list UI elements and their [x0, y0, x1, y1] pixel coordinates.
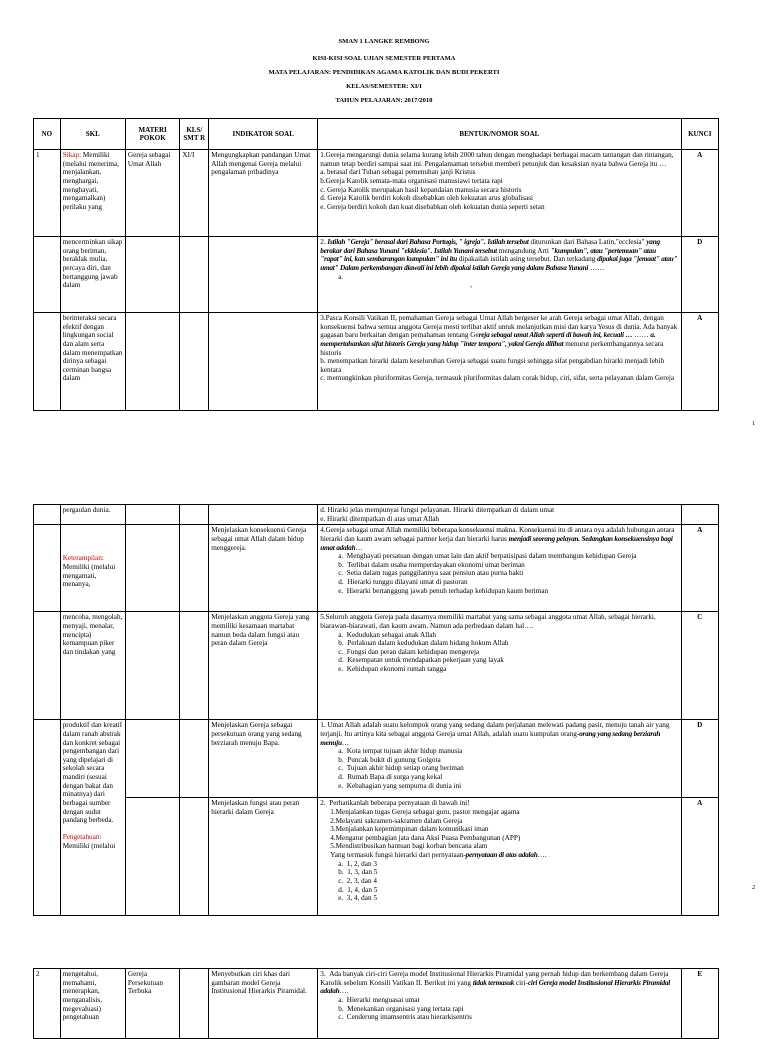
question-cell: 2. Perhatikanlah beberapa pernyataan di bawah ini! 1.Menjalankan tugas Gereja sebagai guru, pastor mengajar agama 2.Melayani sakramen-sakramen dalam Gereja 3.Menjalankan kepemimpinan dalam komunikasi iman 4.Mengatur pembagian jata dana Aksi Puasa Pembangunan (APP) 5.Mendistribusikan bantuan bagi korban bencana alam Yang termasuk fungsi hierarki dari pernyataan-pernyataan di atas adalah…. a. 1, 2, dan 3 b. 1, 3, dan 5 c. 2, 3, dan 4 d. 1, 4, dan 5 e. 3, 4, dan 5	[318, 798, 681, 916]
col-header-no: NO	[34, 119, 61, 150]
row-number: 1	[34, 150, 61, 237]
question-cell: 4.Gereja sebagai umat Allah memiliki beberapa konsekuensi makna. Konsekuensi itu di antara nya adalah hubungan antara hierarki dan kaum awam sebagai partner kerja dan hierarki harus menjadi seorang pelayan. Sedangkan konsekuensinya bagi umat adalah… a. Menghayati persatuan dengan umat lain dan aktif berpatisipasi dalam membangun kehidupan Gereja b. Terlibat dalam usaha memperdayakan ekonomi umat beriman c. Setia dalam tugas panggilannya saat pensiun atau purna bakti d. Hierarki tunggu dilayani umat di pastoran e. Hierarki bertanggung jawab penuh terhadap kehidupan kaum beriman	[318, 525, 681, 612]
table-row	[34, 150, 719, 237]
question-cell	[318, 150, 681, 237]
question-cell: 3.Pasca Konsili Vatikan II, pemahaman Gereja sebagai Umat Allah bergeser ke arah Gereja sebagai umat Allah, dengan konsekuensi bahwa semua anggota Gereja mesti terlibat aktif untuk melanjutkan misi dan karya Yesus di dunia. Ada banyak gagasan baru berkaitan dengan pemahaman tentang Gereja sebagai umat Allah seperti di bawah ini, kecuali … …… a. mempertahankan sifat historis Gereja yang hidup "inter tempora", yakni Gereja dilihat menurut perkembangannya secara historis b. menempatkan hirarki dalam keseluruhan Gereja sebagai suatu fungsi sehingga sifat pengabdian hirarki menjadi lebih kentara c. memungkinkan pluriformitas Gereja, termasuk pluriformitas dalam corak hidup, ciri, sifat, serta pelayanan dalam Gereja	[318, 313, 681, 411]
col-header-skl: SKL	[60, 119, 125, 150]
subject-line: MATA PELAJARAN: PENDIDIKAN AGAMA KATOLIK DAN BUDI PEKERTI	[268, 69, 500, 76]
answer-key: E	[681, 969, 718, 1039]
indikator-cell: Menjelaskan fungsi atau peran hierarki dalam Gereja	[209, 798, 318, 916]
question-stem: 1.Gereja mengarungi dunia selama kurang lebih 2000 tahun dengan menghadapi berbagai macam tantangan dan rintangan, namun tetap berdiri sampai saat ini. Pengalamaman tersebut memberi petunjuk dan kesaksian nyata bahwa Gereja itu …	[320, 151, 674, 168]
table-row	[34, 505, 719, 525]
col-header-bentuk: BENTUK/NOMOR SOAL	[318, 119, 681, 150]
page-number: 2	[752, 884, 756, 891]
year-line: TAHUN PELAJARAN: 2017/2018	[335, 97, 433, 104]
row-number: 2	[34, 969, 61, 1039]
indikator-cell: Menjelaskan Gereja sebagai persekutuan orang yang sedang berziarah menuju Bapa.	[209, 720, 318, 798]
school-name: SMAN 1 LANGKE REMBONG	[338, 38, 430, 45]
option: e. Gereja berdiri kokoh dan kuat disebabkan oleh kekuatan dunia seperti setan	[320, 202, 545, 211]
answer-key: D	[681, 720, 718, 798]
page-number: 1	[752, 420, 756, 427]
skl-heading: Keterampilan	[62, 554, 102, 563]
table-row	[34, 969, 719, 1039]
skl-cell: Keterampilan: Memiliki (melalui mengamati, menanya,	[60, 525, 125, 612]
answer-key: A	[681, 525, 718, 612]
answer-key: C	[681, 612, 718, 720]
option: a. berasal dari Tuhan sebagai pemenuhan janji Kristus	[320, 168, 476, 177]
col-header-kls: KLS/ SMT R	[180, 119, 209, 150]
table-row	[34, 612, 719, 720]
option: d. Gereja Katolik berdiri kokoh disebabkan oleh kekuatan arus globalisasi	[320, 194, 533, 203]
materi-cell: Gereja Persekutuan Terbuka	[125, 969, 180, 1039]
option: b.Gereja Katolik semata-mata organisasi manusiawi tertata rapi	[320, 176, 503, 185]
table-row	[34, 237, 719, 313]
option: c. Gereja Katolik merupakan hasil kepandaian manusia secara historis	[320, 185, 522, 194]
skl-text: berinteraksi secara efektif dengan lingkungan social dan alam serta dalam menempatkan dirinya sebagai cerminan bangsa dalam	[60, 313, 125, 411]
skl-text: pergaulan dunia.	[60, 505, 125, 525]
skl-heading: Pengetahuan	[62, 832, 100, 841]
answer-key: A	[681, 798, 718, 916]
table-row	[34, 798, 719, 916]
skl-text: Memiliki (melalui menerima, menjalankan, menghargai, menghayati, mengamalkan) perilaku yang	[62, 151, 119, 211]
col-header-materi: MATERI POKOK	[125, 119, 180, 150]
skl-text: mencoba, mengolah, menyaji, menalar, mencipta) kemampuan piker dan tindakan yang	[60, 612, 125, 720]
col-header-indikator: INDIKATOR SOAL	[209, 119, 318, 150]
answer-key: A	[681, 313, 718, 411]
indikator-cell: Menjelaskan konsekuensi Gereja sebagai umat Allah dalam hidup menggereja.	[209, 525, 318, 612]
table-row	[34, 525, 719, 612]
answer-key: A	[681, 150, 718, 237]
question-cell: 5.Seluruh anggota Gereja pada dasarnya memiliki martabat yang sama sebagai anggota umat Allah, sebagai hierarki, biarawan-biarawati, dan kaum awam. Namun ada perbedaan dalam hal…. a. Kedudukan sebagai anak Allah b. Perlakuan dalam kedudukan dalam bidang hokum Allah c. Fungsi dan peran dalam kehidupan mengereja d. Kesempatan untuk mendapatkan pekerjaan yang layak e. Kehidupan ekonomi rumah tangga	[318, 612, 681, 720]
question-cell: 1. Umat Allah adalah suatu kelompok orang yang sedang dalam perjalanan melewati padang pasir, menuju tanah air yang terjanji. Itu artinya kita sebagai anggota Gereja umat Allah, adalah suatu kumpulan orang-orang yang sedang berziarah menuju… a. Kota tempat tujuan akhir hidup manusia b. Puncak bukit di gunung Golgota c. Tujuan akhir hidup setiap orang beriman d. Rumah Bapa di surga yang kekal e. Kebahagian yang sempurna di dunia ini	[318, 720, 681, 798]
indikator-cell: Mengungkapkan pandangan Umat Allah mengenai Gereja melalui pengalaman pribadinya	[209, 150, 318, 237]
table-row	[34, 720, 719, 798]
skl-text: Memiliki (melalui mengamati, menanya,	[62, 562, 116, 589]
indikator-cell: Menyebutkan ciri khas dari gambaran model Gereja Institusional Hierarkis Piramidal.	[209, 969, 318, 1039]
kls-cell: XI/I	[180, 150, 209, 237]
class-line: KELAS/SEMESTER: XI/I	[346, 83, 422, 90]
kisi-table-page2	[33, 504, 719, 916]
question-cell: 3. Ada banyak ciri-ciri Gereja model Institusional Hierarkis Piramidal yang pernah hidup dan berkembang dalam Gereja Katolik sebelum Konsili Vatikan II. Berikut ini yang tidak termasuk ciri-ciri Gereja model Institusional Hierarkis Piramidal adalah…. a. Hierarki menguasai umat b. Menekankan organisasi yang tertata rapi c. Cenderung imamsentris atau hierarkisentris	[318, 969, 681, 1039]
skl-heading: Sikap:	[62, 151, 82, 159]
kisi-table-page1	[33, 118, 719, 411]
materi-cell: Gereja sebagai Umat Allah	[125, 150, 180, 237]
question-cell: 2. Istilah "Gereja" berasal dari Bahasa Portugis, " igreja". Istilah tersebut diturunkan dari Bahasa Latin,"ecclesia" yang berakar dari Bahasa Yunani "ekklesia". Istilah Yunani tersebut mengandung Arti "kumpulan", atau "pertemuan" atau "rapat" ini, kan sembarangan kumpulan" ini itu dipakailah istilah asing tersebut. Dan terkadang dipakai juga "jemaat" atau" umat" Dalam perkembangan diawali ini lebih dipakai istilah Gereja yang dalam Bahasa Yunani …… a. ,	[318, 237, 681, 313]
kisi-table-page3	[33, 968, 719, 1039]
doc-title: KISI-KISI SOAL UJIAN SEMESTER PERTAMA	[312, 55, 456, 62]
skl-text: mencerminkan sikap orang beriman, beraklak mulia, percaya diri, dan bertanggung jawab dalam	[60, 237, 125, 313]
skl-cell: produktif dan kreatif dalam ranah abstrak dan konkret sebagai pengembangan dari yang dipelajari di sekolah secara mandiri (sesuai dengan bakat dan minatnya) dari berbagai sumber dengan sudut pandang berbeda. Pengetahuan: Memiliki (melalui	[60, 720, 125, 916]
col-header-kunci: KUNCI	[681, 119, 718, 150]
indikator-cell: Menjelaskan anggota Gereja yang memiliki kesamaan martabat namun beda dalam fungsi atau peran dalam Gereja	[209, 612, 318, 720]
table-row	[34, 313, 719, 411]
question-cell: d. Hirarki jelas mempunyai fungsi pelayanan. Hirarki ditempatkan di dalam umat e. Hirarki ditempatkan di atas umat Allah	[318, 505, 681, 525]
answer-key: D	[681, 237, 718, 313]
skl-cell	[60, 150, 125, 237]
skl-text: mengetahui, memahami, menerapkan, menganalisis, megevaluasi) pengetahuan	[60, 969, 125, 1039]
table-header-row	[34, 119, 719, 150]
